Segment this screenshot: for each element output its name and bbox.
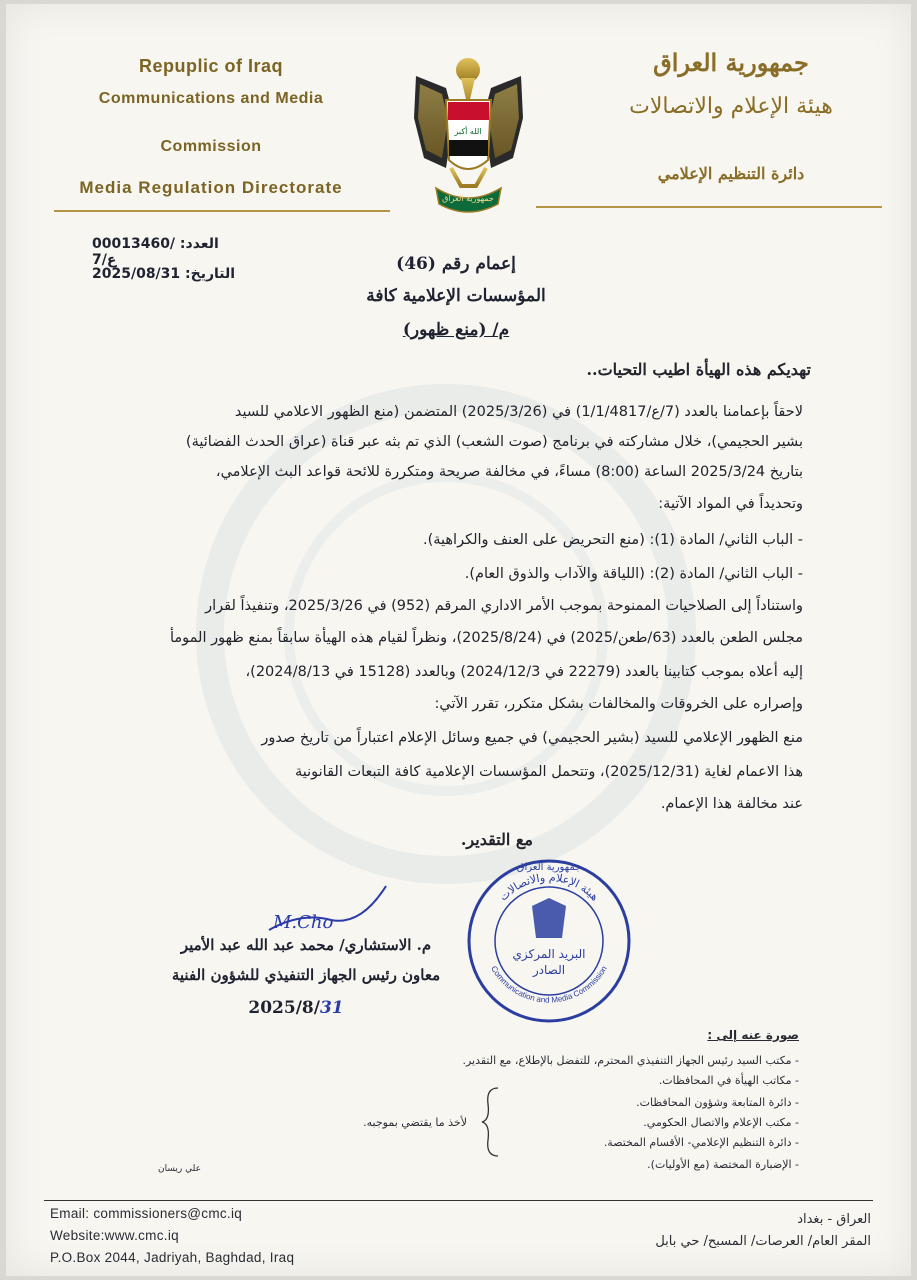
body-line-2: بشير الحجيمي)، خلال مشاركته في برنامج (صوت الشعب) الذي تم بثه عبر قناة (عراق الحدث الفضائية): [185, 434, 803, 450]
typist-initials: علي ريسان: [158, 1164, 201, 1174]
emblem-caption: جمهورية العراق: [442, 194, 494, 203]
reference-number-value: 00013460/ع/7: [92, 236, 176, 268]
addressee: المؤسسات الإعلامية كافة: [366, 286, 546, 306]
signatory-position: معاون رئيس الجهاز التنفيذي للشؤون الفنية: [171, 966, 441, 984]
flag-text: الله أكبر: [454, 127, 482, 136]
header-en-line-1: Repuplic of Iraq: [138, 56, 283, 76]
header-ar-line-1: جمهورية العراق: [653, 48, 809, 77]
body-line-9: إليه أعلاه بموجب كتابينا بالعدد (22279 في 2024/12/3) وبالعدد (15128 في 2024/8/13)،: [245, 664, 803, 680]
header-divider-right: [536, 206, 882, 208]
copies-item-5: - دائرة التنظيم الإعلامي- الأقسام المختصة.: [603, 1136, 799, 1149]
copies-note: لأخذ ما يقتضي بموجبه.: [363, 1116, 467, 1129]
reference-number: [92, 236, 242, 268]
stamp-top-text: جمهورية العراق: [516, 862, 582, 873]
header-en-line-4: Media Regulation Directorate: [79, 178, 343, 197]
signature-date-handwritten: 31: [319, 998, 344, 1018]
signatory-name: م. الاستشاري/ محمد عبد الله عبد الأمير: [180, 936, 432, 954]
copies-item-3: - دائرة المتابعة وشؤون المحافظات.: [636, 1096, 799, 1109]
closing: مع التقدير.: [460, 830, 533, 849]
footer-address-line-1: العراق - بغداد: [797, 1212, 871, 1227]
footer-website: Website:www.cmc.iq: [50, 1228, 179, 1243]
copies-item-4: - مكتب الإعلام والاتصال الحكومي.: [643, 1116, 799, 1129]
copies-item-1: - مكتب السيد رئيس الجهاز التنفيذي المحترم، للتفضل بالإطلاع، مع التقدير.: [462, 1054, 799, 1067]
copies-item-2: - مكاتب الهيأة في المحافظات.: [658, 1074, 799, 1087]
footer-pobox: P.O.Box 2044, Jadriyah, Baghdad, Iraq: [50, 1250, 295, 1265]
body-line-6: - الباب الثاني/ المادة (2): (اللياقة والآداب والذوق العام).: [464, 566, 803, 582]
body-line-7: واستناداً إلى الصلاحيات الممنوحة بموجب الأمر الاداري المرقم (952) في 2025/3/26، وتنفيذاً لقرار: [205, 598, 803, 614]
footer-email: Email: commissioners@cmc.iq: [50, 1206, 243, 1221]
reference-number-label: العدد:: [179, 236, 219, 252]
body-line-4: وتحديداً في المواد الآتية:: [658, 496, 803, 512]
copies-heading: صورة عنه إلى :: [707, 1028, 799, 1042]
header-ar-line-3: دائرة التنظيم الإعلامي: [657, 164, 805, 183]
stamp-org-text: هيئة الإعلام والاتصالات: [496, 870, 602, 904]
stamp-center-line-2: الصادر: [532, 963, 566, 977]
body-line-11: منع الظهور الإعلامي للسيد (بشير الحجيمي) في جميع وسائل الإعلام اعتباراً من تاريخ صدور: [261, 730, 803, 746]
official-stamp: [464, 856, 634, 1026]
copies-item-6: - الإضبارة المختصة (مع الأوليات).: [647, 1158, 799, 1171]
greeting: تهديكم هذه الهيأة اطيب التحيات..: [586, 360, 811, 379]
footer-divider: [44, 1200, 873, 1201]
body-line-5: - الباب الثاني/ المادة (1): (منع التحريض على العنف والكراهية).: [423, 532, 803, 548]
body-line-13: عند مخالفة هذا الإعمام.: [660, 796, 803, 812]
body-line-12: هذا الاعمام لغاية (2025/12/31)، وتتحمل المؤسسات الإعلامية كافة التبعات القانونية: [294, 764, 803, 780]
reference-date: [92, 266, 242, 282]
stamp-center-line-1: البريد المركزي: [512, 947, 586, 961]
signature-handwritten: M.Cho: [273, 912, 334, 933]
header-ar-line-2: هيئة الإعلام والاتصالات: [629, 94, 833, 119]
footer-address-line-2: المقر العام/ العرصات/ المسبح/ حي بابل: [655, 1234, 871, 1249]
signature-date: [226, 998, 366, 1018]
letter-page: [6, 4, 911, 1276]
body-line-8: مجلس الطعن بالعدد (63/طعن/2025) في (2025/8/24)، ونظراً لقيام هذه الهيأة سابقاً بمنع ظهور المومأ: [169, 630, 803, 646]
iraq-eagle-emblem: [406, 48, 531, 223]
body-line-3: بتاريخ 2025/3/24 الساعة (8:00) مساءً، في مخالفة صريحة ومتكررة للائحة قواعد البث الإعلامي،: [215, 464, 803, 480]
body-line-10: وإصراره على الخروقات والمخالفات بشكل متكرر، تقرر الآتي:: [434, 696, 803, 712]
header-en-line-3: Commission: [160, 138, 262, 155]
body-line-1: لاحقاً بإعمامنا بالعدد (7/ع/1/1/4817) في (2025/3/26) المتضمن (منع الظهور الاعلامي للسيد: [234, 404, 803, 420]
stamp-english-ring: Communication and Media Commission: [489, 964, 609, 1005]
subject: م/ (منع ظهور): [402, 320, 510, 340]
header-en-line-2: Communications and Media: [98, 90, 324, 107]
copies-brace: [480, 1086, 502, 1158]
header-divider-left: [54, 210, 390, 212]
reference-date-value: 2025/08/31: [92, 266, 181, 282]
signature-date-printed: 2025/8/: [248, 998, 320, 1018]
circular-number: إعمام رقم (46): [396, 254, 516, 274]
signature-scribble: [261, 882, 401, 942]
reference-date-label: التاريخ:: [185, 266, 236, 282]
